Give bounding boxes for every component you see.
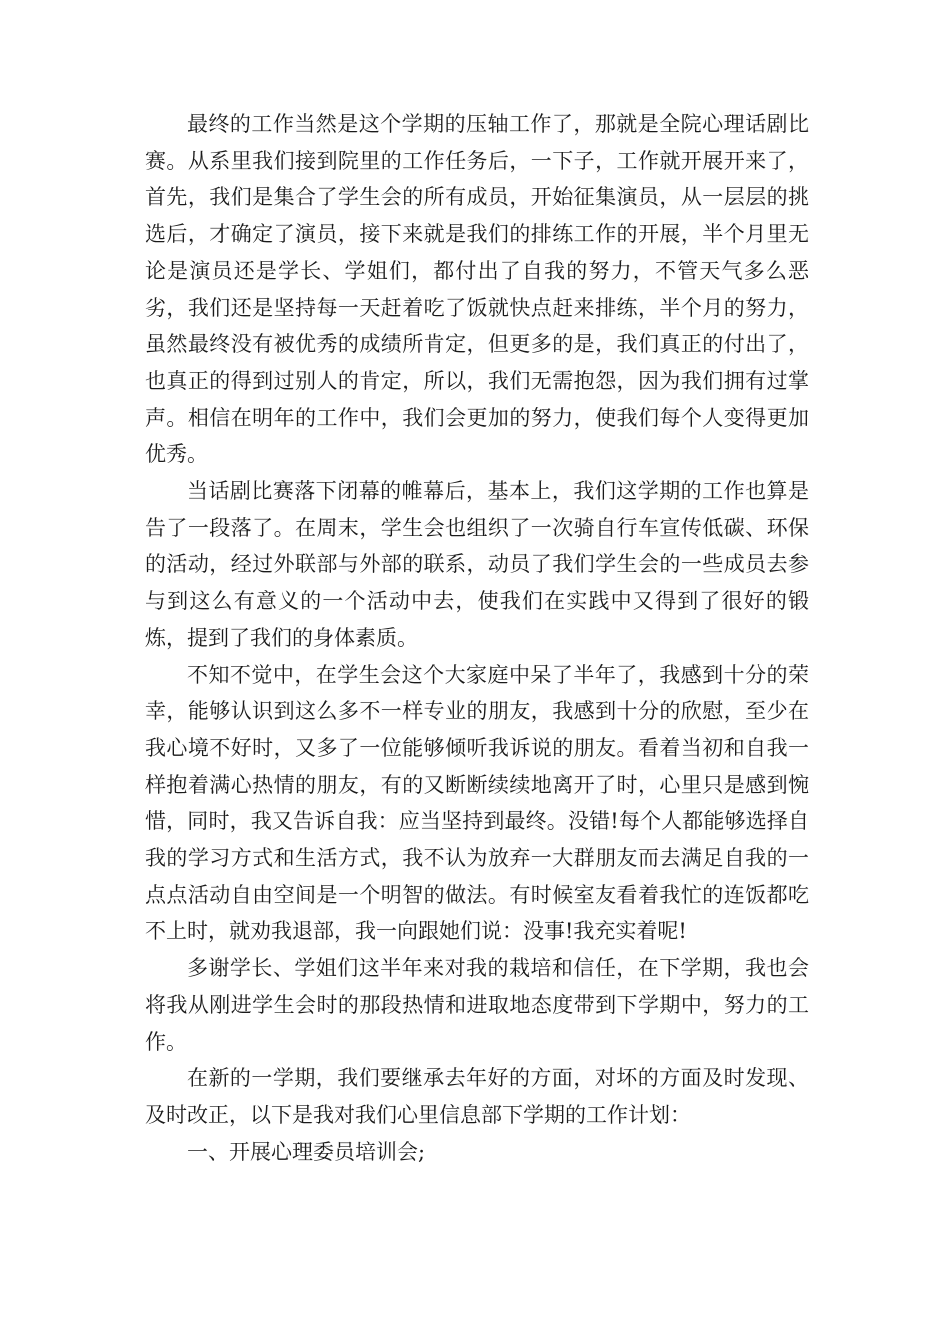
paragraph-thanks: 多谢学长、学姐们这半年来对我的栽培和信任，在下学期，我也会将我从刚进学生会时的那段热情和进取地态度带到下学期中，努力的工作。 bbox=[145, 956, 809, 1054]
document-body bbox=[145, 106, 809, 1170]
paragraph-personal-reflection: 不知不觉中，在学生会这个大家庭中呆了半年了，我感到十分的荣幸，能够认识到这么多不一样专业的朋友，我感到十分的欣慰，至少在我心境不好时，又多了一位能够倾听我诉说的朋友。看着当初和自我一样抱着满心热情的朋友，有的又断断续续地离开了时，心里只是感到惋惜，同时，我又告诉自我：应当坚持到最终。没错!每个人都能够选择自我的学习方式和生活方式，我不认为放弃一大群朋友而去满足自我的一点点活动自由空间是一个明智的做法。有时候室友看着我忙的连饭都吃不上时，就劝我退部，我一向跟她们说：没事!我充实着呢! bbox=[145, 662, 809, 944]
paragraph-next-term-intro: 在新的一学期，我们要继承去年好的方面，对坏的方面及时发现、及时改正，以下是我对我们心里信息部下学期的工作计划： bbox=[145, 1066, 809, 1127]
paragraph-cycling-activity: 当话剧比赛落下闭幕的帷幕后，基本上，我们这学期的工作也算是告了一段落了。在周末，学生会也组织了一次骑自行车宣传低碳、环保的活动，经过外联部与外部的联系，动员了我们学生会的一些成员去参与到这么有意义的一个活动中去，使我们在实践中又得到了很好的锻炼，提到了我们的身体素质。 bbox=[145, 479, 809, 650]
plan-item-1: 一、开展心理委员培训会; bbox=[187, 1139, 426, 1164]
paragraph-drama-competition: 最终的工作当然是这个学期的压轴工作了，那就是全院心理话剧比赛。从系里我们接到院里的工作任务后，一下子，工作就开展开来了，首先，我们是集合了学生会的所有成员，开始征集演员，从一层层的挑选后，才确定了演员，接下来就是我们的排练工作的开展，半个月里无论是演员还是学长、学姐们，都付出了自我的努力，不管天气多么恶劣，我们还是坚持每一天赶着吃了饭就快点赶来排练，半个月的努力，虽然最终没有被优秀的成绩所肯定，但更多的是，我们真正的付出了，也真正的得到过别人的肯定，所以，我们无需抱怨，因为我们拥有过掌声。相信在明年的工作中，我们会更加的努力，使我们每个人变得更加优秀。 bbox=[145, 112, 809, 467]
